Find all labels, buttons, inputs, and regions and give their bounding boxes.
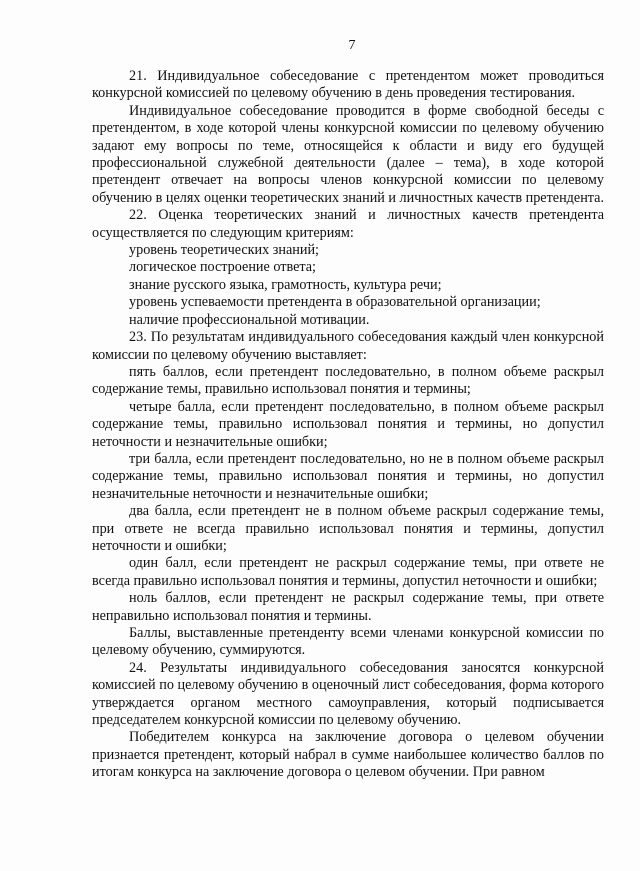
- paragraph: 22. Оценка теоретических знаний и личностных качеств претендента осуществляется по следующим критериям:: [92, 207, 604, 241]
- paragraph: Победителем конкурса на заключение договора о целевом обучении признается претендент, который набрал в сумме наибольшее количество баллов по итогам конкурса на заключение договора о целевом обучении. При равном: [92, 729, 604, 781]
- paragraph: два балла, если претендент не в полном объеме раскрыл содержание темы, при ответе не всегда правильно использовал понятия и термины, допустил неточности и ошибки;: [92, 503, 604, 554]
- document-body: [92, 68, 604, 782]
- criteria-list-item: наличие профессиональной мотивации.: [129, 311, 370, 328]
- paragraph: пять баллов, если претендент последовательно, в полном объеме раскрыл содержание темы, правильно использовал понятия и термины;: [92, 363, 604, 398]
- paragraph: Баллы, выставленные претенденту всеми членами конкурсной комиссии по целевому обучению, суммируются.: [92, 625, 604, 659]
- page-number: 7: [348, 38, 356, 53]
- paragraph: ноль баллов, если претендент не раскрыл содержание темы, при ответе неправильно использовал понятия и термины.: [92, 590, 604, 624]
- paragraph: 21. Индивидуальное собеседование с претендентом может проводиться конкурсной комиссией по целевому обучению в день проведения тестирования.: [92, 68, 604, 102]
- paragraph: 24. Результаты индивидуального собеседования заносятся конкурсной комиссией по целевому обучению в оценочный лист собеседования, форма которого утверждается органом местного самоуправления, который подписывается председателем конкурсной комиссии по целевому обучению.: [92, 659, 604, 729]
- criteria-list-item: уровень теоретических знаний;: [129, 242, 320, 259]
- paragraph: три балла, если претендент последовательно, но не в полном объеме раскрыл содержание темы, правильно использовал понятия и термины, но допустил незначительные неточности и незначительные ошибки;: [92, 450, 604, 502]
- paragraph: один балл, если претендент не раскрыл содержание темы, при ответе не всегда правильно использовал понятия и термины, допустил неточности и ошибки;: [92, 555, 604, 589]
- criteria-list-item: уровень успеваемости претендента в образовательной организации;: [129, 294, 541, 311]
- criteria-list-item: знание русского языка, грамотность, культура речи;: [129, 276, 442, 293]
- paragraph: четыре балла, если претендент последовательно, в полном объеме раскрыл содержание темы, правильно использовал понятия и термины, но допустил неточности и незначительные ошибки;: [92, 398, 604, 450]
- criteria-list-item: логическое построение ответа;: [129, 259, 316, 276]
- paragraph: Индивидуальное собеседование проводится в форме свободной беседы с претендентом, в ходе которой члены конкурсной комиссии по целевому обучению задают ему вопросы по теме, относящейся к области и виду его будущей профессиональной служебной деятельности (далее – тема), в ходе которой претендент отвечает на вопросы членов конкурсной комиссии по целевому обучению в целях оценки теоретических знаний и личностных качеств претендента.: [92, 102, 605, 206]
- paragraph: 23. По результатам индивидуального собеседования каждый член конкурсной комиссии по целевому обучению выставляет:: [92, 329, 604, 363]
